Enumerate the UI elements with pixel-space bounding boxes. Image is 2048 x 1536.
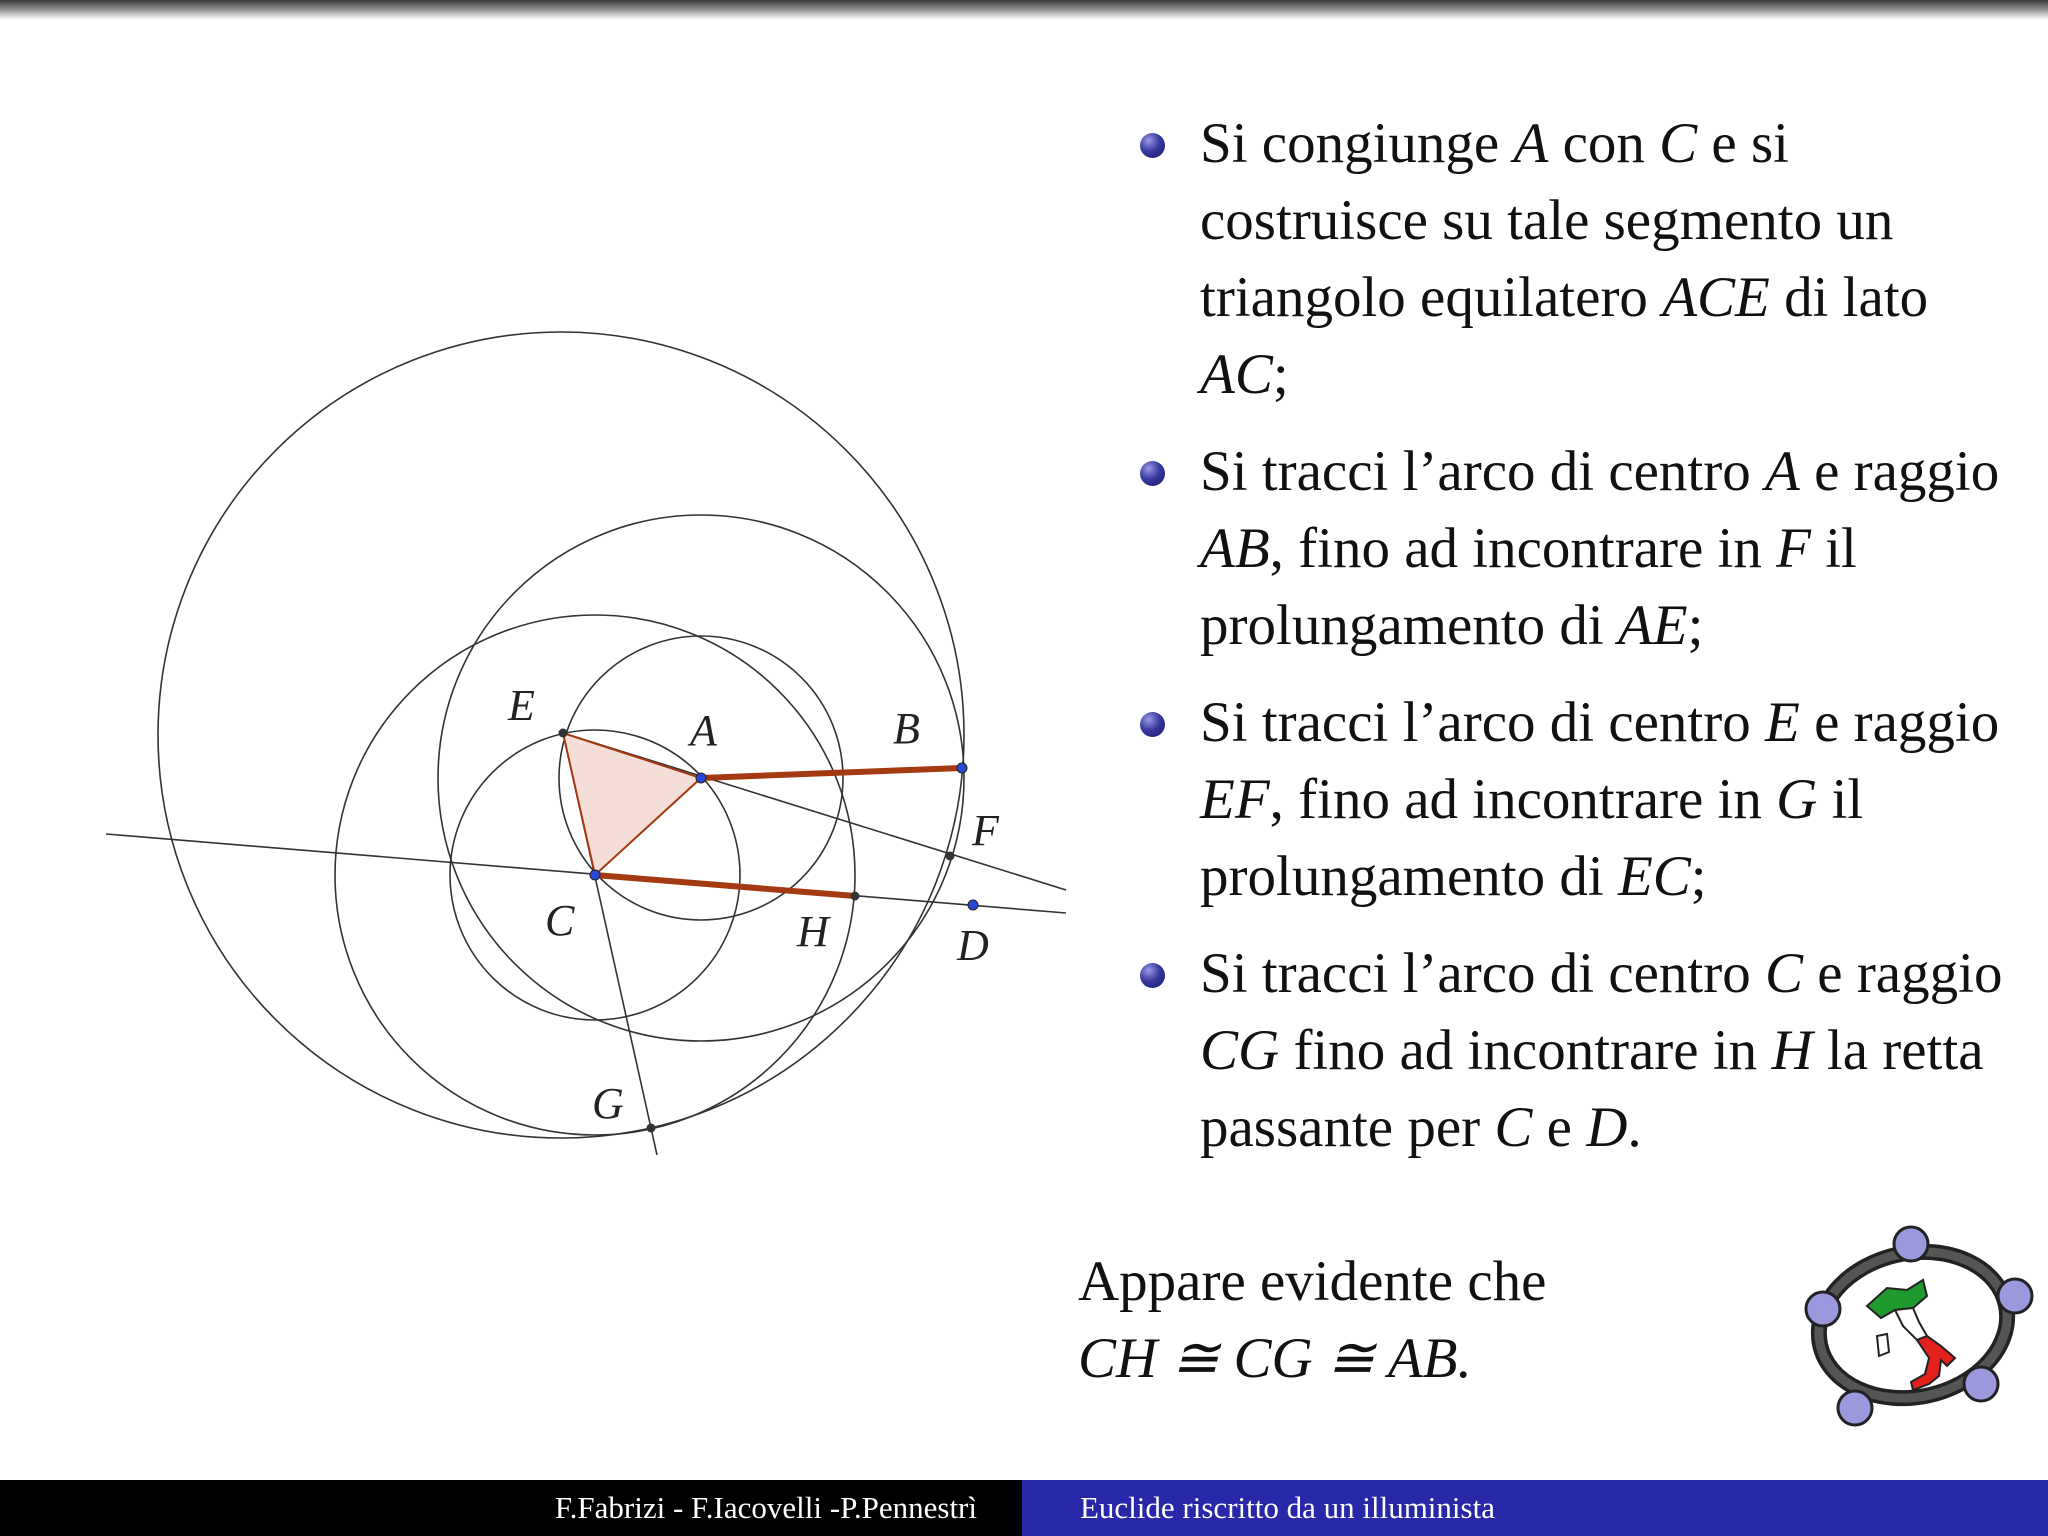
bullet-text-fragment: ;: [1687, 594, 1704, 657]
bullet-text-fragment: con: [1548, 112, 1660, 175]
logo-node-icon: [1806, 1292, 1840, 1326]
bullet-item: [1140, 935, 2020, 1166]
bullet-text-fragment: e raggio: [1799, 440, 2000, 503]
bullet-text-fragment: .: [1627, 1096, 1642, 1159]
point-C: [590, 870, 600, 880]
label-G: G: [592, 1079, 624, 1128]
label-D: D: [957, 921, 989, 970]
logo-node-icon: [1998, 1279, 2032, 1313]
bullet-text-fragment: fino ad incontrare in: [1279, 1019, 1772, 1082]
bullet-icon: [1140, 133, 1165, 158]
bullet-text-fragment: ;: [1690, 845, 1707, 908]
footer-title: Euclide riscritto da un illuminista: [1022, 1480, 2048, 1536]
math-symbol: AE: [1617, 594, 1688, 657]
bullet-text-fragment: Si tracci l’arco di centro: [1200, 440, 1765, 503]
math-symbol: CG: [1200, 1019, 1280, 1082]
point-H: [851, 892, 860, 901]
bullet-text-fragment: il prolungamento di: [1200, 517, 1857, 657]
label-E: E: [508, 681, 535, 730]
bullet-list: [1140, 105, 2020, 1186]
point-E: [559, 729, 568, 738]
point-D: [968, 900, 978, 910]
bullet-text-fragment: il prolungamento di: [1200, 768, 1864, 908]
segment-AB: [701, 768, 962, 778]
math-symbol: AB: [1200, 517, 1270, 580]
footer-authors: F.Fabrizi - F.Iacovelli -P.Pennestrì: [0, 1480, 1022, 1536]
bullet-text-fragment: Si congiunge: [1200, 112, 1514, 175]
bullet-text-fragment: e raggio: [1803, 942, 2003, 1005]
bullet-text-fragment: e si costruisce su tale segmento un triangolo equilatero: [1200, 112, 1894, 329]
segment-CH: [595, 875, 855, 896]
bullet-text-fragment: ;: [1272, 343, 1289, 406]
label-C: C: [545, 896, 575, 945]
bullet-item: [1140, 684, 2020, 915]
footer: [0, 1480, 2048, 1536]
bullet-text-fragment: la retta passante per: [1200, 1019, 1984, 1159]
math-symbol: C: [1659, 112, 1698, 175]
geogebra-italy-logo: [1795, 1218, 2035, 1433]
bullet-text-fragment: , fino ad incontrare in: [1269, 517, 1777, 580]
bullet-text: [1200, 112, 1928, 406]
conclusion-line-2: CH ≅ CG ≅ AB.: [1078, 1327, 1472, 1390]
math-symbol: EC: [1617, 845, 1691, 908]
bullet-item: [1140, 105, 2020, 413]
sardinia-icon: [1877, 1334, 1889, 1356]
point-F: [946, 852, 955, 861]
conclusion-text: [1078, 1243, 1546, 1397]
math-symbol: ACE: [1662, 266, 1770, 329]
geometry-figure: [0, 0, 1100, 1250]
bullet-text-fragment: e: [1532, 1096, 1587, 1159]
math-symbol: E: [1765, 691, 1800, 754]
bullet-text: [1200, 691, 1999, 908]
math-symbol: D: [1586, 1096, 1628, 1159]
bullet-text-fragment: Si tracci l’arco di centro: [1200, 691, 1765, 754]
label-H: H: [797, 907, 829, 956]
point-B: [957, 763, 967, 773]
math-symbol: A: [1765, 440, 1800, 503]
bullet-icon: [1140, 461, 1165, 486]
math-symbol: C: [1494, 1096, 1533, 1159]
bullet-text: [1200, 942, 2002, 1159]
bullet-text-fragment: di lato: [1769, 266, 1929, 329]
bullet-text-fragment: Si tracci l’arco di centro: [1200, 942, 1765, 1005]
logo-node-icon: [1894, 1227, 1928, 1261]
bullet-text-fragment: e raggio: [1799, 691, 2000, 754]
conclusion-line-1: Appare evidente che: [1078, 1250, 1547, 1313]
logo-node-icon: [1838, 1391, 1872, 1425]
label-F: F: [972, 806, 999, 855]
bullet-icon: [1140, 712, 1165, 737]
point-A: [696, 773, 706, 783]
bullet-icon: [1140, 963, 1165, 988]
math-symbol: C: [1765, 942, 1804, 1005]
math-symbol: A: [1513, 112, 1549, 175]
label-B: B: [893, 704, 920, 753]
math-symbol: EF: [1200, 768, 1270, 831]
math-symbol: F: [1776, 517, 1811, 580]
math-symbol: H: [1771, 1019, 1813, 1082]
label-A: A: [690, 706, 717, 755]
italy-center-icon: [1895, 1308, 1927, 1340]
math-symbol: G: [1776, 768, 1818, 831]
bullet-item: [1140, 433, 2020, 664]
math-symbol: AC: [1200, 343, 1273, 406]
bullet-text: [1200, 440, 1999, 657]
bullet-text-fragment: , fino ad incontrare in: [1269, 768, 1777, 831]
logo-node-icon: [1964, 1367, 1998, 1401]
point-G: [647, 1124, 656, 1133]
